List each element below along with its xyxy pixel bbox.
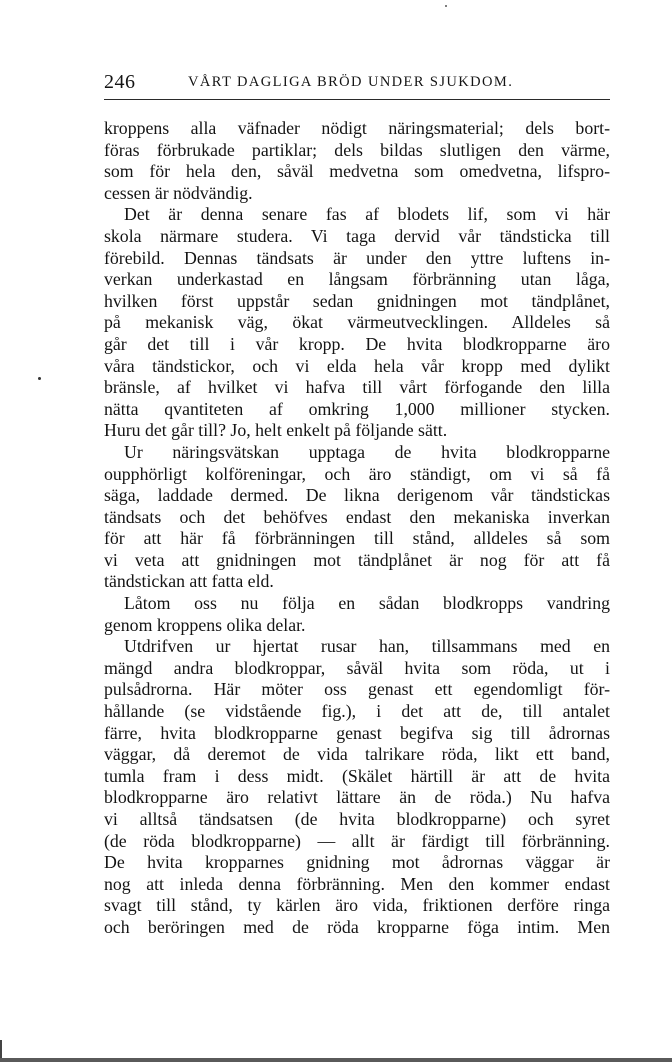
text-line: går det till i vår kropp. De hvita blodkropparne äro <box>104 333 610 354</box>
text-line: verkan underkastad en långsam förbränning utan låga, <box>104 269 610 290</box>
text-line: på mekanisk väg, ökat värmeutvecklingen. Alldeles så <box>104 312 610 333</box>
text-line: vi alltså tändsatsen (de hvita blodkropparne) och syret <box>104 809 610 829</box>
text-line: tumla fram i dess midt. (Skälet härtill är att de hvita <box>104 765 610 786</box>
text-line: tändstickan att fatta eld. <box>104 571 274 592</box>
text-line: blodkropparne äro relativt lättare än de röda.) Nu hafva <box>104 787 610 808</box>
text-line: Det är denna senare fas af blodets lif, som vi här <box>124 204 610 225</box>
text-line: tändsats och det behöfves endast den mekaniska inverkan <box>104 506 610 527</box>
paper-speck <box>445 5 447 7</box>
running-head: VÅRT DAGLIGA BRÖD UNDER SJUKDOM. <box>188 74 514 90</box>
text-line: Huru det går till? Jo, helt enkelt på följande sätt. <box>104 420 448 441</box>
text-line: (de röda blodkropparne) — allt är färdigt till förbränning. <box>104 830 610 851</box>
body-text <box>104 118 610 939</box>
text-line: Låtom oss nu följa en sådan blodkropps vandring <box>124 593 610 614</box>
text-line: för att här få förbränningen till stånd, alldeles så som <box>104 528 610 549</box>
text-line: nog att inleda denna förbränning. Men den kommer endast <box>104 873 610 894</box>
text-line: hållande (se vidstående fig.), i det att de, till antalet <box>104 701 610 722</box>
scan-edge-bottom <box>0 1058 672 1062</box>
page-number: 246 <box>104 71 136 93</box>
text-line: Utdrifven ur hjertat rusar han, tillsammans med en <box>124 636 610 657</box>
text-line: förebild. Dennas tändsats är under den yttre luftens in- <box>104 247 610 268</box>
text-line: De hvita kropparnes gnidning mot ådrornas väggar är <box>104 852 610 873</box>
text-line: oupphörligt kolföreningar, och äro ständigt, om vi så få <box>104 463 610 484</box>
text-line: skola närmare studera. Vi taga dervid vår tändsticka till <box>104 225 610 246</box>
text-line: kroppens alla väfnader nödigt näringsmaterial; dels bort- <box>104 118 610 138</box>
text-line: cessen är nödvändig. <box>104 182 253 203</box>
text-line: mängd andra blodkroppar, såväl hvita som röda, ut i <box>104 657 610 678</box>
text-line: våra tändstickor, och vi elda hela vår kropp med dylikt <box>104 355 610 376</box>
text-line: föras förbrukade partiklar; dels bildas slutligen den värme, <box>104 139 610 160</box>
text-line: väggar, då deremot de vida talrikare röda, likt ett band, <box>104 744 610 765</box>
text-line: hvilken först uppstår sedan gnidningen mot tändplånet, <box>104 290 610 311</box>
text-line: Ur näringsvätskan upptaga de hvita blodkropparne <box>124 441 610 462</box>
text-line: säga, laddade dermed. De likna derigenom vår tändstickas <box>104 485 610 506</box>
text-line: genom kroppens olika delar. <box>104 614 306 635</box>
page-header <box>104 71 610 97</box>
text-line: bränsle, af hvilket vi hafva till vårt förfogande den lilla <box>104 377 610 398</box>
text-line: färre, hvita blodkropparne genast begifva sig till ådrornas <box>104 722 610 743</box>
text-line: och beröringen med de röda kropparne föga intim. Men <box>104 916 610 937</box>
text-line: pulsådrorna. Här möter oss genast ett egendomligt för- <box>104 679 610 700</box>
text-line: nätta qvantiteten af omkring 1,000 millioner stycken. <box>104 398 610 419</box>
text-line: som för hela den, såväl medvetna som omedvetna, lifspro- <box>104 161 610 182</box>
text-line: svagt till stånd, ty kärlen äro vida, friktionen derföre ringa <box>104 895 610 916</box>
margin-speck <box>38 377 41 380</box>
text-line: vi veta att gnidningen mot tändplånet är nog för att få <box>104 549 610 570</box>
header-rule <box>104 99 610 100</box>
